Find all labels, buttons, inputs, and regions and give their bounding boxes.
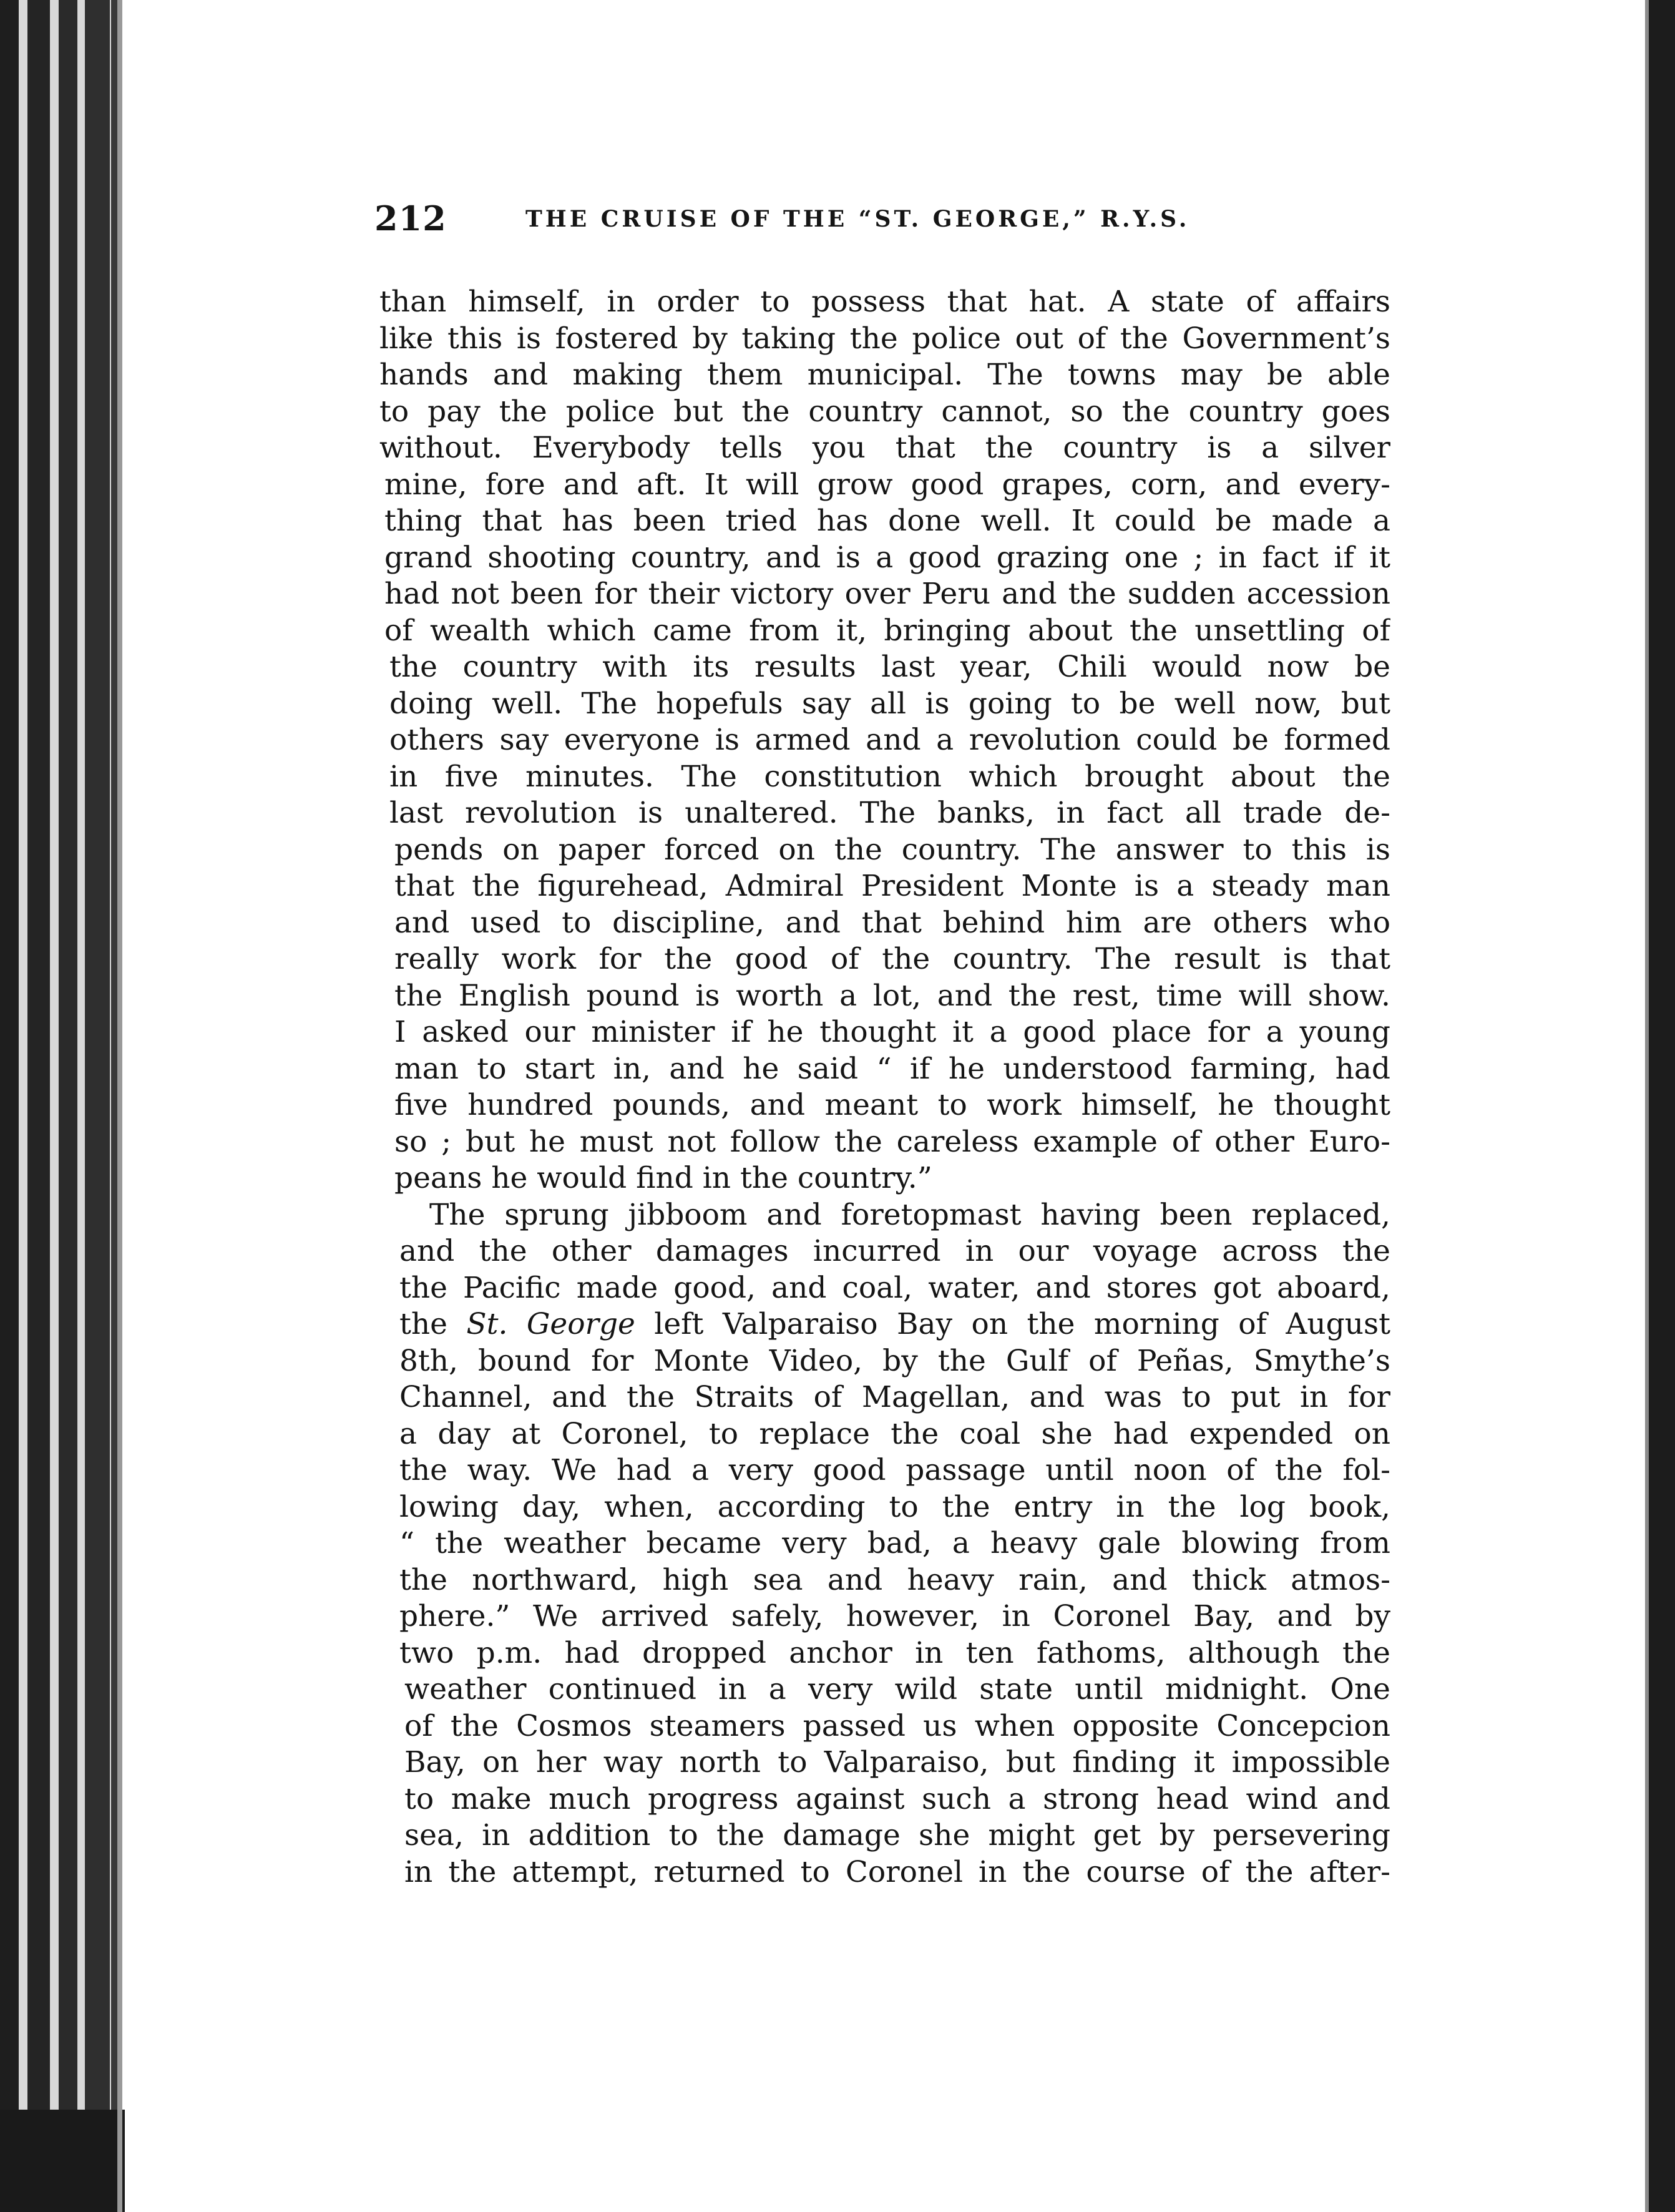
book-edge: [0, 0, 125, 2212]
text-line: man to start in, and he said “ if he understood farming, had: [394, 1051, 1390, 1086]
text-line: than himself, in order to possess that hat. A state of affairs: [379, 285, 1390, 319]
body-text: [379, 284, 1390, 1891]
text-line: I asked our minister if he thought it a good place for a young: [394, 1015, 1390, 1049]
text-line: pends on paper forced on the country. The answer to this is: [394, 832, 1390, 867]
text-line: the English pound is worth a lot, and the rest, time will show.: [394, 978, 1390, 1013]
text-line: like this is fostered by taking the police out of the Government’s: [379, 321, 1390, 356]
text-line: and used to discipline, and that behind him are others who: [394, 905, 1390, 940]
text-line: “ the weather became very bad, a heavy gale blowing from: [399, 1526, 1390, 1560]
text-line: a day at Coronel, to replace the coal she had expended on: [399, 1416, 1390, 1451]
text-line: thing that has been tried has done well. It could be made a: [384, 504, 1390, 538]
ship-name-italic: St. George: [466, 1307, 635, 1341]
paragraph-first-line: The sprung jibboom and foretopmast having been replaced,: [429, 1197, 1390, 1232]
book-edge-bottom: [0, 2110, 125, 2212]
text-line: the northward, high sea and heavy rain, and thick atmos-: [399, 1562, 1390, 1597]
text-line: hands and making them municipal. The towns may be able: [379, 358, 1390, 392]
text-line: of the Cosmos steamers passed us when opposite Concepcion: [404, 1708, 1390, 1743]
text-line: to make much progress against such a strong head wind and: [404, 1781, 1390, 1816]
page-edge-gap: [19, 0, 27, 2212]
right-scan-edge: [1649, 0, 1675, 2212]
page-edge-stripe: [0, 0, 19, 2212]
text-line: to pay the police but the country cannot, so the country goes: [379, 394, 1390, 429]
text-line: weather continued in a very wild state until midnight. One: [404, 1672, 1390, 1706]
text-line: phere.” We arrived safely, however, in Coronel Bay, and by: [399, 1599, 1390, 1633]
page-edge-stripe: [85, 0, 110, 2212]
text-line: that the figurehead, Admiral President Monte is a steady man: [394, 869, 1390, 903]
running-head: THE CRUISE OF THE “ST. GEORGE,” R.Y.S.: [525, 206, 1190, 232]
text-line: in the attempt, returned to Coronel in the course of the after-: [404, 1854, 1390, 1889]
text-line: peans he would find in the country.”: [394, 1161, 932, 1195]
text-line: the way. We had a very good passage until noon of the fol-: [399, 1453, 1390, 1487]
page-edge-gap: [77, 0, 85, 2212]
text-line: the Pacific made good, and coal, water, and stores got aboard,: [399, 1270, 1390, 1305]
page-edge-stripe: [111, 0, 117, 2110]
page-edge-stripe: [27, 0, 50, 2212]
text-line: Bay, on her way north to Valparaiso, but finding it impossible: [404, 1745, 1390, 1779]
text-line: the country with its results last year, Chili would now be: [389, 650, 1390, 684]
text-line: mine, fore and aft. It will grow good grapes, corn, and every-: [384, 467, 1390, 502]
text-line: sea, in addition to the damage she might get by persevering: [404, 1818, 1390, 1852]
text-line: of wealth which came from it, bringing about the unsettling of: [384, 613, 1390, 648]
text-line: really work for the good of the country. The result is that: [394, 942, 1390, 976]
page-header: [374, 198, 1261, 248]
text-line: two p.m. had dropped anchor in ten fathoms, although the: [399, 1635, 1390, 1670]
text-fragment: left Valparaiso Bay on the morning of August: [635, 1307, 1390, 1341]
text-fragment: the: [399, 1307, 467, 1341]
text-line: lowing day, when, according to the entry in the log book,: [399, 1489, 1390, 1524]
text-line: grand shooting country, and is a good grazing one ; in fact if it: [384, 540, 1390, 575]
page-number: 212: [374, 198, 447, 238]
text-line: last revolution is unaltered. The banks, in fact all trade de-: [389, 796, 1390, 830]
text-line-with-italic: [379, 1306, 1390, 1343]
text-line: and the other damages incurred in our voyage across the: [399, 1234, 1390, 1268]
text-line: in five minutes. The constitution which brought about the: [389, 759, 1390, 794]
text-line: Channel, and the Straits of Magellan, and was to put in for: [399, 1380, 1390, 1414]
text-line: others say everyone is armed and a revolution could be formed: [389, 723, 1390, 757]
page-shadow: [117, 0, 122, 2212]
text-line: doing well. The hopefuls say all is going to be well now, but: [389, 686, 1390, 721]
page-edge-gap: [50, 0, 59, 2212]
text-line: so ; but he must not follow the careless example of other Euro-: [394, 1124, 1390, 1159]
text-line: 8th, bound for Monte Video, by the Gulf of Peñas, Smythe’s: [399, 1343, 1390, 1378]
text-line: five hundred pounds, and meant to work himself, he thought: [394, 1088, 1390, 1122]
text-line: without. Everybody tells you that the country is a silver: [379, 431, 1390, 465]
page-edge-stripe: [59, 0, 77, 2212]
text-line: had not been for their victory over Peru and the sudden accession: [384, 577, 1390, 611]
